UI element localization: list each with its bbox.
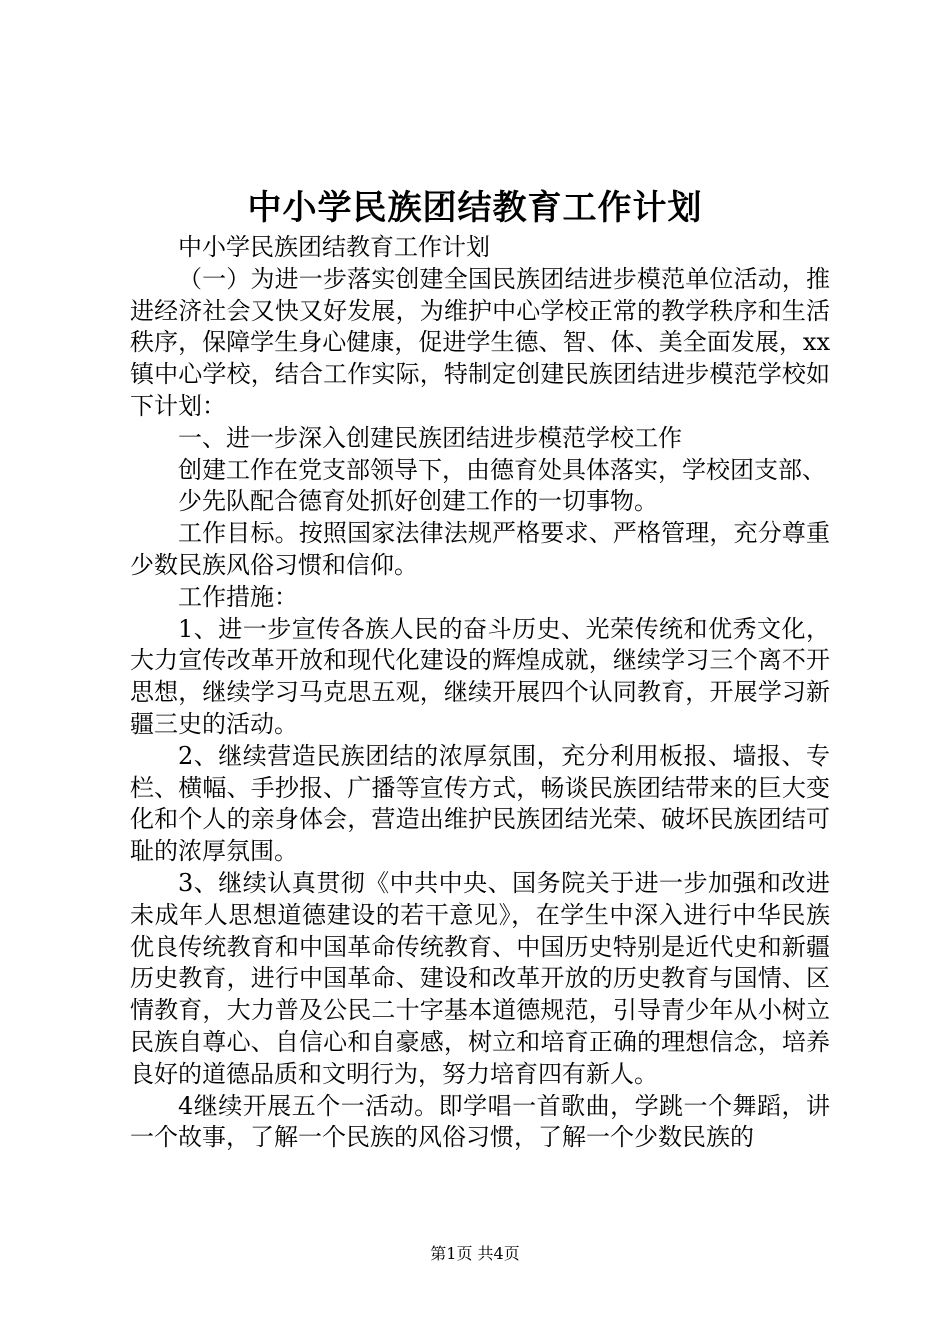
paragraph: 中小学民族团结教育工作计划 — [178, 233, 490, 261]
page-footer: 第1页 共4页 — [430, 1244, 520, 1263]
paragraph: 1、进一步宣传各族人民的奋斗历史、光荣传统和优秀文化，大力宣传改革开放和现代化建设的辉煌成就，继续学习三个离不开思想，继续学习马克思五观，继续开展四个认同教育，开展学习新疆三史的活动。 — [130, 614, 830, 738]
paragraph: 一、进一步深入创建民族团结进步模范学校工作 — [178, 423, 682, 452]
paragraph: 少先队配合德育处抓好创建工作的一切事物。 — [178, 487, 658, 516]
paragraph: （一）为进一步落实创建全国民族团结进步模范单位活动，推进经济社会又快又好发展，为维护中心学校正常的教学秩序和生活秩序，保障学生身心健康，促进学生德、智、体、美全面发展，xx镇中心学校，结合工作实际，特制定创建民族团结进步模范学校如下计划： — [130, 264, 830, 420]
paragraph: 3、继续认真贯彻《中共中央、国务院关于进一步加强和改进未成年人思想道德建设的若干意见》，在学生中深入进行中华民族优良传统教育和中国革命传统教育、中国历史特别是近代史和新疆历史教育，进行中国革命、建设和改革开放的历史教育与国情、区情教育，大力普及公民二十字基本道德规范，引导青少年从小树立民族自尊心、自信心和自豪感，树立和培育正确的理想信念，培养良好的道德品质和文明行为，努力培育四有新人。 — [130, 868, 830, 1088]
paragraph: 工作目标。按照国家法律法规严格要求、严格管理，充分尊重少数民族风俗习惯和信仰。 — [130, 519, 830, 579]
document-title: 中小学民族团结教育工作计划 — [247, 188, 703, 228]
paragraph: 4继续开展五个一活动。即学唱一首歌曲，学跳一个舞蹈，讲一个故事，了解一个民族的风俗习惯，了解一个少数民族的 — [130, 1091, 830, 1152]
paragraph: 创建工作在党支部领导下，由德育处具体落实，学校团支部、 — [178, 455, 826, 484]
document-body — [130, 232, 830, 1154]
paragraph: 工作措施： — [178, 582, 298, 611]
paragraph: 2、继续营造民族团结的浓厚氛围，充分利用板报、墙报、专栏、横幅、手抄报、广播等宣传方式，畅谈民族团结带来的巨大变化和个人的亲身体会，营造出维护民族团结光荣、破坏民族团结可耻的浓厚氛围。 — [130, 741, 830, 866]
